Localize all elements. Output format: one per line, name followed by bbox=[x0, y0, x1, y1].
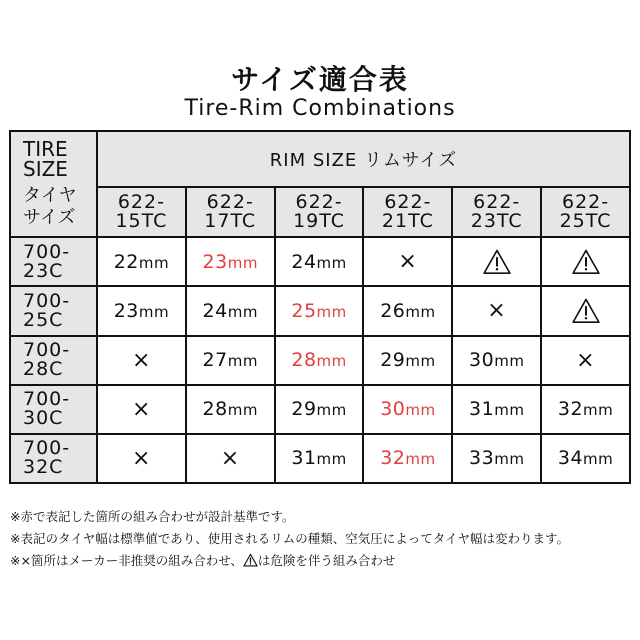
rim-col-header: 622- 17TC bbox=[186, 187, 275, 237]
rim-col-header: 622- 21TC bbox=[363, 187, 452, 237]
tire-width-value: 29mm bbox=[363, 336, 452, 385]
note-design-standard: ※赤で表記した箇所の組み合わせが設計基準です。 bbox=[10, 509, 295, 524]
combination-table bbox=[9, 130, 631, 484]
not-recommended-mark: × bbox=[363, 237, 452, 286]
tire-size-label: 700- 25C bbox=[10, 286, 97, 335]
tire-width-value: 29mm bbox=[275, 385, 364, 434]
table-row bbox=[10, 237, 630, 286]
tire-width-value: 27mm bbox=[186, 336, 275, 385]
warning-icon bbox=[243, 552, 258, 574]
table-row bbox=[10, 385, 630, 434]
not-recommended-mark: × bbox=[97, 336, 186, 385]
tire-width-value: 25mm bbox=[275, 286, 364, 335]
tire-width-value: 31mm bbox=[452, 385, 541, 434]
tire-width-value: 32mm bbox=[363, 434, 452, 483]
note-not-recommended bbox=[10, 550, 630, 574]
note-tire-width: ※表記のタイヤ幅は標準値であり、使用されるリムの種類、空気圧によってタイヤ幅は変わります。 bbox=[10, 531, 569, 546]
rim-col-header: 622- 23TC bbox=[452, 187, 541, 237]
rim-size-header: RIM SIZE リムサイズ bbox=[97, 131, 630, 187]
not-recommended-mark: × bbox=[541, 336, 630, 385]
tire-size-label: 700- 28C bbox=[10, 336, 97, 385]
warning-icon bbox=[541, 237, 630, 286]
tire-width-value: 34mm bbox=[541, 434, 630, 483]
tire-width-value: 26mm bbox=[363, 286, 452, 335]
tire-size-label: 700- 32C bbox=[10, 434, 97, 483]
tire-width-value: 24mm bbox=[275, 237, 364, 286]
rim-col-header: 622- 25TC bbox=[541, 187, 630, 237]
tire-width-value: 30mm bbox=[452, 336, 541, 385]
page-title: サイズ適合表 bbox=[231, 63, 409, 96]
not-recommended-mark: × bbox=[186, 434, 275, 483]
not-recommended-mark: × bbox=[97, 385, 186, 434]
tire-width-value: 23mm bbox=[97, 286, 186, 335]
tire-width-value: 31mm bbox=[275, 434, 364, 483]
warning-icon bbox=[452, 237, 541, 286]
tire-size-label: 700- 23C bbox=[10, 237, 97, 286]
tire-size-header bbox=[10, 131, 97, 237]
note-not-recommended-text: ※×箇所はメーカー非推奨の組み合わせ、 bbox=[10, 553, 243, 568]
table-row bbox=[10, 286, 630, 335]
tire-width-value: 30mm bbox=[363, 385, 452, 434]
page-subtitle: Tire-Rim Combinations bbox=[184, 96, 456, 121]
tire-width-value: 23mm bbox=[186, 237, 275, 286]
not-recommended-mark: × bbox=[97, 434, 186, 483]
tire-size-ja: タイヤ サイズ bbox=[23, 185, 77, 229]
tire-width-value: 22mm bbox=[97, 237, 186, 286]
rim-col-header: 622- 15TC bbox=[97, 187, 186, 237]
table-row bbox=[10, 434, 630, 483]
note-danger-text: は危険を伴う組み合わせ bbox=[257, 553, 396, 568]
table-row bbox=[10, 336, 630, 385]
not-recommended-mark: × bbox=[452, 286, 541, 335]
tire-size-label: 700- 30C bbox=[10, 385, 97, 434]
tire-width-value: 28mm bbox=[186, 385, 275, 434]
tire-width-value: 32mm bbox=[541, 385, 630, 434]
tire-size-en-1: TIRE bbox=[23, 137, 68, 162]
tire-size-en-2: SIZE bbox=[23, 157, 68, 182]
rim-col-header: 622- 19TC bbox=[275, 187, 364, 237]
tire-width-value: 33mm bbox=[452, 434, 541, 483]
tire-width-value: 24mm bbox=[186, 286, 275, 335]
warning-icon bbox=[541, 286, 630, 335]
tire-width-value: 28mm bbox=[275, 336, 364, 385]
notes bbox=[10, 506, 630, 574]
